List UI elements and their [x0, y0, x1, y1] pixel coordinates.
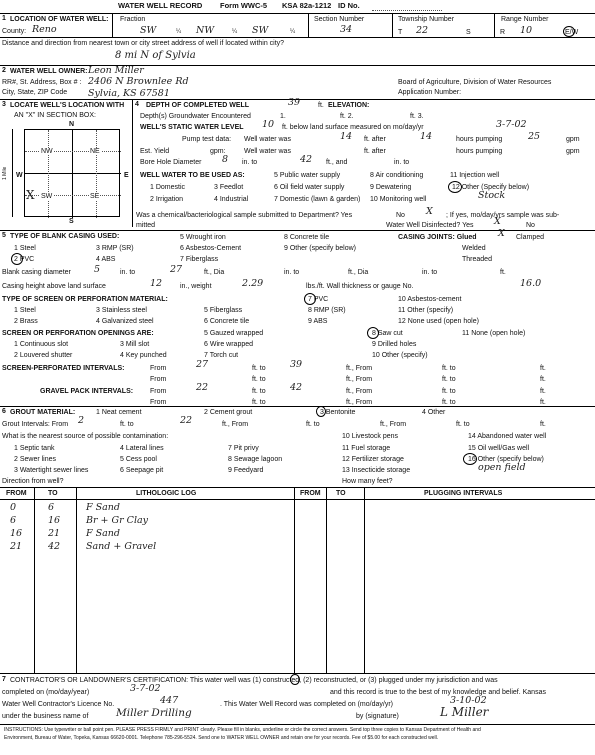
location-heading: LOCATION OF WATER WELL:: [10, 16, 109, 23]
grout-intervals-label: Grout Intervals: From: [2, 421, 69, 428]
board-label: Board of Agriculture, Division of Water Resources: [398, 79, 552, 86]
cont-15[interactable]: 15 Oil well/Gas well: [468, 445, 530, 452]
south-label: S: [69, 218, 74, 225]
opening-8[interactable]: 8 Saw cut: [372, 330, 403, 337]
use-option-11[interactable]: 11 Injection well: [450, 172, 500, 179]
log-description-cell[interactable]: Br + Gr Clay: [86, 515, 149, 526]
ft-after: ft. after: [364, 148, 386, 155]
plug-from-header: FROM: [300, 490, 321, 497]
casing-joints-label: CASING JOINTS: Glued: [398, 234, 477, 241]
opening-2[interactable]: 2 Louvered shutter: [14, 352, 73, 359]
grout-material-label: GROUT MATERIAL:: [10, 409, 76, 416]
casing-height-label: Casing height above land surface: [2, 283, 106, 290]
fraction-q1[interactable]: SW: [140, 25, 157, 36]
range-label: Range Number: [501, 16, 549, 23]
form-title: WATER WELL RECORD: [118, 1, 203, 10]
locate-heading: LOCATE WELL'S LOCATION WITH: [10, 102, 125, 109]
depth-label: DEPTH OF COMPLETED WELL: [146, 102, 250, 109]
screen-8[interactable]: 8 RMP (SR): [308, 307, 346, 314]
plugging-intervals-header: PLUGGING INTERVALS: [424, 490, 503, 497]
opening-10[interactable]: 10 Other (specify): [372, 352, 428, 359]
use-option-2[interactable]: 2 Irrigation: [150, 196, 184, 203]
how-many-feet-label: How many feet?: [342, 478, 393, 485]
ft-to-5: ft. to: [252, 388, 266, 395]
opening-11[interactable]: 11 None (open hole): [462, 330, 526, 337]
ft-from-2: ft., From: [380, 421, 407, 428]
clamped-label: Clamped: [516, 234, 545, 241]
opening-4[interactable]: 4 Key punched: [120, 352, 167, 359]
ne-quadrant-label: NE: [90, 148, 100, 155]
grout-from-value[interactable]: 2: [78, 415, 85, 426]
cont-10[interactable]: 10 Livestock pens: [342, 433, 399, 440]
locate-subheading: AN "X" IN SECTION BOX:: [14, 112, 96, 119]
ft-from: ft., From: [222, 421, 249, 428]
in-to: in. to: [120, 269, 136, 276]
ft-to-3: ft. to: [456, 421, 470, 428]
disinfected-yes-mark[interactable]: X: [494, 216, 501, 227]
section-grid[interactable]: [24, 129, 120, 217]
screen-10[interactable]: 10 Asbestos-cement: [398, 296, 462, 303]
west-label: W: [16, 172, 23, 179]
cont-11[interactable]: 11 Fuel storage: [342, 445, 391, 452]
from-label-3: From: [150, 388, 167, 395]
section-number-value[interactable]: 34: [340, 24, 353, 35]
in-to-2: in. to: [394, 159, 410, 166]
fraction-q3[interactable]: SW: [252, 25, 269, 36]
chem-sample-label: Was a chemical/bacteriological sample submitted to Department? Yes: [136, 212, 353, 219]
screen-5[interactable]: 5 Fiberglass: [204, 307, 243, 314]
owner-address[interactable]: 2406 N Brownlee Rd: [88, 76, 189, 87]
cont-14[interactable]: 14 Abandoned water well: [468, 433, 547, 440]
owner-name[interactable]: Leon Miller: [88, 65, 144, 76]
from-label: From: [150, 365, 167, 372]
range-ew: E/W: [565, 29, 579, 36]
ft-from: ft., From: [346, 365, 373, 372]
gravel-to-value[interactable]: 42: [290, 382, 303, 393]
use-option-8[interactable]: 8 Air conditioning: [370, 172, 424, 179]
in-to-2: in. to: [284, 269, 300, 276]
contamination-label: What is the nearest source of possible contamination:: [2, 433, 169, 440]
business-name-label: under the business name of: [2, 713, 89, 720]
cont-2[interactable]: 2 Sewer lines: [14, 456, 57, 463]
log-to-cell[interactable]: 16: [48, 515, 61, 526]
use-option-7[interactable]: 7 Domestic (lawn & garden): [274, 196, 361, 203]
ft-and: ft., and: [326, 159, 348, 166]
section-6-number: 6: [2, 408, 6, 415]
disinfected-label: Water Well Disinfected? Yes: [386, 222, 474, 229]
cont-7[interactable]: 7 Pit privy: [228, 445, 259, 452]
section-3-number: 3: [2, 101, 6, 108]
range-value[interactable]: 10: [520, 25, 533, 36]
owner-city[interactable]: Sylvia, KS 67581: [88, 88, 170, 99]
opening-6[interactable]: 6 Wire wrapped: [204, 341, 254, 348]
est-yield-label: Est. Yield: [140, 148, 170, 155]
threaded-label: Threaded: [462, 256, 492, 263]
casing-5[interactable]: 5 Wrought iron: [180, 234, 226, 241]
yield-gpm: gpm:: [210, 148, 226, 155]
static-level-after: ft. below land surface measured on mo/day/yr: [282, 124, 424, 131]
casing-7[interactable]: 7 Fiberglass: [180, 256, 219, 263]
casing-height-value[interactable]: 12: [150, 278, 163, 289]
screen-4[interactable]: 4 Galvanized steel: [96, 318, 154, 325]
gw-2: ft. 2.: [340, 113, 354, 120]
chem-no-mark[interactable]: X: [426, 206, 433, 217]
screen-9[interactable]: 9 ABS: [308, 318, 328, 325]
log-from-cell[interactable]: 0: [10, 502, 17, 513]
use-option-3[interactable]: 3 Feedlot: [214, 184, 244, 191]
instructions-line-2: Environment, Bureau of Water, Topeka, Kansas 66620-0001. Telephone 785-296-5524. Send one to WATER WELL OWNER and retain one for your records. Fee of $5.00 for each constructed well.: [4, 735, 439, 741]
hours-pumping: hours pumping: [456, 136, 503, 143]
bore-ft-value[interactable]: 42: [300, 154, 313, 165]
chem-mitted: mitted: [136, 222, 156, 229]
owner-heading: WATER WELL OWNER:: [10, 68, 88, 75]
ft-to: ft. to: [252, 365, 266, 372]
cont-4[interactable]: 4 Lateral lines: [120, 445, 164, 452]
static-level-value[interactable]: 10: [262, 119, 275, 130]
range-r: R: [500, 29, 506, 36]
section-4-number: 4: [135, 101, 139, 108]
gauge-value[interactable]: 16.0: [520, 278, 542, 289]
weight-value[interactable]: 2.29: [242, 278, 264, 289]
location-mark: X: [26, 188, 35, 202]
static-level-label: WELL'S STATIC WATER LEVEL: [140, 124, 244, 131]
licence-value[interactable]: 447: [160, 695, 179, 706]
form-number: Form WWC-5: [220, 1, 268, 10]
completed-date-value[interactable]: 3-7-02: [130, 683, 161, 694]
chem-if-yes: ; If yes, mo/day/yrs sample was sub-: [446, 212, 560, 219]
se-quadrant-label: SE: [90, 193, 100, 200]
lithologic-log-header: LITHOLOGIC LOG: [136, 490, 197, 497]
static-level-date[interactable]: 3-7-02: [496, 119, 527, 130]
screen-7[interactable]: 7 PVC: [308, 296, 329, 303]
fraction-q2[interactable]: NW: [196, 25, 215, 36]
screen-to-value[interactable]: 39: [290, 359, 303, 370]
cont-6[interactable]: 6 Seepage pit: [120, 467, 164, 474]
in-to: in. to: [242, 159, 258, 166]
ft-unit: ft.: [540, 365, 546, 372]
ksa-ref: KSA 82a-1212: [282, 1, 332, 10]
id-label: ID No.: [338, 1, 360, 10]
section-5-number: 5: [2, 232, 6, 239]
township-t: T: [398, 29, 403, 36]
cont-12[interactable]: 12 Fertilizer storage: [342, 456, 404, 463]
hours-pumping: hours pumping: [456, 148, 503, 155]
ft-to-2: ft. to: [306, 421, 320, 428]
gpm-unit: gpm: [566, 136, 580, 143]
ft-unit-2: ft.: [540, 376, 546, 383]
grout-to-value[interactable]: 22: [180, 415, 193, 426]
quarter-mark: ¼: [176, 29, 182, 35]
blank-in-value[interactable]: 5: [94, 264, 101, 275]
groundwater-label: Depth(s) Groundwater Encountered: [140, 113, 251, 120]
ft-unit-3: ft.: [540, 388, 546, 395]
section-1-number: 1: [2, 15, 6, 22]
ft-unit: ft.: [318, 102, 324, 109]
pump-ft-value[interactable]: 14: [340, 131, 353, 142]
log-description-cell[interactable]: Sand + Gravel: [86, 541, 157, 552]
township-label: Township Number: [398, 16, 455, 23]
cont-9[interactable]: 9 Feedyard: [228, 467, 264, 474]
log-description-cell[interactable]: F Sand: [86, 528, 120, 539]
city-label: City, State, ZIP Code: [2, 89, 68, 96]
section-7-number: 7: [2, 676, 6, 683]
fraction-label: Fraction: [120, 16, 146, 23]
section-number-label: Section Number: [314, 16, 365, 23]
from-label-2: From: [150, 376, 167, 383]
screen-6[interactable]: 6 Concrete tile: [204, 318, 250, 325]
township-s: S: [466, 29, 471, 36]
log-from-cell[interactable]: 16: [10, 528, 23, 539]
county-label: County:: [2, 28, 27, 35]
casing-1[interactable]: 1 Steel: [14, 245, 36, 252]
pump-hours-value[interactable]: 14: [420, 131, 433, 142]
ft-to: ft. to: [120, 421, 134, 428]
bore-label: Bore Hole Diameter: [140, 159, 202, 166]
use-option-6[interactable]: 6 Oil field water supply: [274, 184, 345, 191]
gw-3: ft. 3.: [410, 113, 424, 120]
casing-4[interactable]: 4 ABS: [96, 256, 116, 263]
screen-intervals-label: SCREEN-PERFORATED INTERVALS:: [2, 365, 125, 372]
plug-to-header: TO: [336, 490, 346, 497]
glued-mark[interactable]: X: [498, 228, 505, 239]
bore-in-value[interactable]: 8: [222, 154, 229, 165]
screen-2[interactable]: 2 Brass: [14, 318, 38, 325]
disinfected-no: No: [526, 222, 535, 229]
use-option-10[interactable]: 10 Monitoring well: [370, 196, 427, 203]
blank-ft-value[interactable]: 27: [170, 264, 183, 275]
township-value[interactable]: 22: [416, 25, 429, 36]
ft-dia-2: ft., Dia: [348, 269, 369, 276]
ft-from-3: ft., From: [346, 388, 373, 395]
ft-from-2: ft., From: [346, 376, 373, 383]
record-completed-value[interactable]: 3-10-02: [450, 695, 487, 706]
gpm-value[interactable]: 25: [528, 131, 541, 142]
section-2-number: 2: [2, 67, 6, 74]
log-to-header: TO: [48, 490, 58, 497]
cont-1[interactable]: 1 Septic tank: [14, 445, 55, 452]
opening-9[interactable]: 9 Drilled holes: [372, 341, 417, 348]
ft-after: ft. after: [364, 136, 386, 143]
log-from-cell[interactable]: 21: [10, 541, 23, 552]
screen-3[interactable]: 3 Stainless steel: [96, 307, 147, 314]
casing-8[interactable]: 8 Concrete tile: [284, 234, 330, 241]
ft-to-2: ft. to: [442, 365, 456, 372]
record-completed-label: . This Water Well Record was completed on (mo/day/yr): [220, 701, 393, 708]
north-label: N: [69, 121, 75, 128]
ft-from-4: ft., From: [346, 399, 373, 406]
distance-value[interactable]: 8 mi N of Sylvia: [115, 50, 196, 61]
ft-to-7: ft. to: [252, 399, 266, 406]
log-from-header: FROM: [6, 490, 27, 497]
opening-1[interactable]: 1 Continuous slot: [14, 341, 69, 348]
ft-unit: ft.: [540, 421, 546, 428]
cont-13[interactable]: 13 Insecticide storage: [342, 467, 411, 474]
ft-unit: ft.: [500, 269, 506, 276]
elevation-label: ELEVATION:: [328, 102, 370, 109]
sw-quadrant-label: SW: [41, 193, 53, 200]
ft-to-4: ft. to: [442, 376, 456, 383]
wall-thickness-label: lbs./ft. Wall thickness or gauge No.: [306, 283, 414, 290]
gpm-unit: gpm: [566, 148, 580, 155]
blank-diameter-label: Blank casing diameter: [2, 269, 71, 276]
screen-1[interactable]: 1 Steel: [14, 307, 36, 314]
opening-7[interactable]: 7 Torch cut: [204, 352, 239, 359]
use-label: WELL WATER TO BE USED AS:: [140, 172, 245, 179]
well-water-was: Well water was: [244, 148, 291, 155]
mile-scale-label: 1 Mile: [2, 166, 8, 180]
ft-unit-4: ft.: [540, 399, 546, 406]
log-to-cell[interactable]: 6: [48, 502, 55, 513]
ft-to-8: ft. to: [442, 399, 456, 406]
in-to-3: in. to: [422, 269, 438, 276]
chem-no-label: No: [396, 212, 405, 219]
well-water-was: Well water was: [244, 136, 291, 143]
from-label-4: From: [150, 399, 167, 406]
screen-type-label: TYPE OF SCREEN OR PERFORATION MATERIAL:: [2, 296, 168, 303]
ft-to-6: ft. to: [442, 388, 456, 395]
use-option-12[interactable]: 12 Other (Specify below): [452, 184, 530, 191]
casing-6[interactable]: 6 Asbestos-Cement: [180, 245, 242, 252]
ft-dia: ft., Dia: [204, 269, 225, 276]
use-option-5[interactable]: 5 Public water supply: [274, 172, 341, 179]
grout-1[interactable]: 1 Neat cement: [96, 409, 142, 416]
log-to-cell[interactable]: 42: [48, 541, 61, 552]
screen-12[interactable]: 12 None used (open hole): [398, 318, 479, 325]
casing-9[interactable]: 9 Other (specify below): [284, 245, 356, 252]
cont-5[interactable]: 5 Cess pool: [120, 456, 157, 463]
casing-type-label: TYPE OF BLANK CASING USED:: [10, 233, 120, 240]
quarter-mark: ¼: [290, 29, 296, 35]
signature-label: by (signature): [356, 713, 399, 720]
use-option-9[interactable]: 9 Dewatering: [370, 184, 412, 191]
log-description-cell[interactable]: F Sand: [86, 502, 120, 513]
gravel-from-value[interactable]: 22: [196, 382, 209, 393]
grout-2[interactable]: 2 Cement grout: [204, 409, 253, 416]
weight-label: in., weight: [180, 283, 212, 290]
contamination-other-value[interactable]: open field: [478, 462, 526, 473]
business-name-value[interactable]: Miller Drilling: [116, 707, 192, 719]
licence-label: Water Well Contractor's Licence No.: [2, 701, 115, 708]
quarter-mark: ¼: [232, 29, 238, 35]
address-label: RR#, St. Address, Box # :: [2, 79, 82, 86]
cont-16[interactable]: 16 Other (specify below): [468, 456, 544, 463]
other-use-value[interactable]: Stock: [478, 190, 506, 201]
east-label: E: [124, 172, 129, 179]
instructions-line-1: INSTRUCTIONS: Use typewriter or ball point pen. PLEASE PRESS FIRMLY and PRINT clearly. Please fill in blanks, underline or circle the correct answers. Send top three copies to Kansas Department of Health and: [4, 727, 481, 733]
opening-5[interactable]: 5 Gauzed wrapped: [204, 330, 264, 337]
openings-label: SCREEN OR PERFORATION OPENINGS ARE:: [2, 330, 154, 337]
grout-4[interactable]: 4 Other: [422, 409, 446, 416]
use-option-1[interactable]: 1 Domestic: [150, 184, 186, 191]
welded-label: Welded: [462, 245, 486, 252]
log-from-cell[interactable]: 6: [10, 515, 17, 526]
nw-quadrant-label: NW: [41, 148, 53, 155]
cont-3[interactable]: 3 Watertight sewer lines: [14, 467, 89, 474]
distance-label: Distance and direction from nearest town or city street address of well if located within city?: [2, 40, 285, 47]
pump-test-label: Pump test data:: [182, 136, 232, 143]
certification-text-2: and this record is true to the best of my knowledge and belief. Kansas: [330, 689, 546, 696]
completed-label: completed on (mo/day/year): [2, 689, 90, 696]
screen-from-value[interactable]: 27: [196, 359, 209, 370]
casing-2[interactable]: 2 PVC: [14, 256, 35, 263]
depth-value[interactable]: 39: [288, 97, 301, 108]
cont-8[interactable]: 8 Sewage lagoon: [228, 456, 283, 463]
application-label: Application Number:: [398, 89, 462, 96]
opening-3[interactable]: 3 Mill slot: [120, 341, 150, 348]
grout-3[interactable]: 3 Bentonite: [320, 409, 356, 416]
screen-11[interactable]: 11 Other (specify): [398, 307, 454, 314]
log-to-cell[interactable]: 21: [48, 528, 61, 539]
gw-1: 1.: [280, 113, 286, 120]
casing-3[interactable]: 3 RMP (SR): [96, 245, 134, 252]
direction-label: Direction from well?: [2, 478, 64, 485]
signature[interactable]: L Miller: [440, 705, 489, 719]
county-value[interactable]: Reno: [32, 24, 57, 35]
gravel-pack-label: GRAVEL PACK INTERVALS:: [40, 388, 134, 395]
ft-to-3: ft. to: [252, 376, 266, 383]
certification-text: CONTRACTOR'S OR LANDOWNER'S CERTIFICATION: This water well was (1) constructed, (2) reconstructed, or (3) plugged under my jurisdiction and was: [10, 677, 498, 684]
use-option-4[interactable]: 4 Industrial: [214, 196, 249, 203]
